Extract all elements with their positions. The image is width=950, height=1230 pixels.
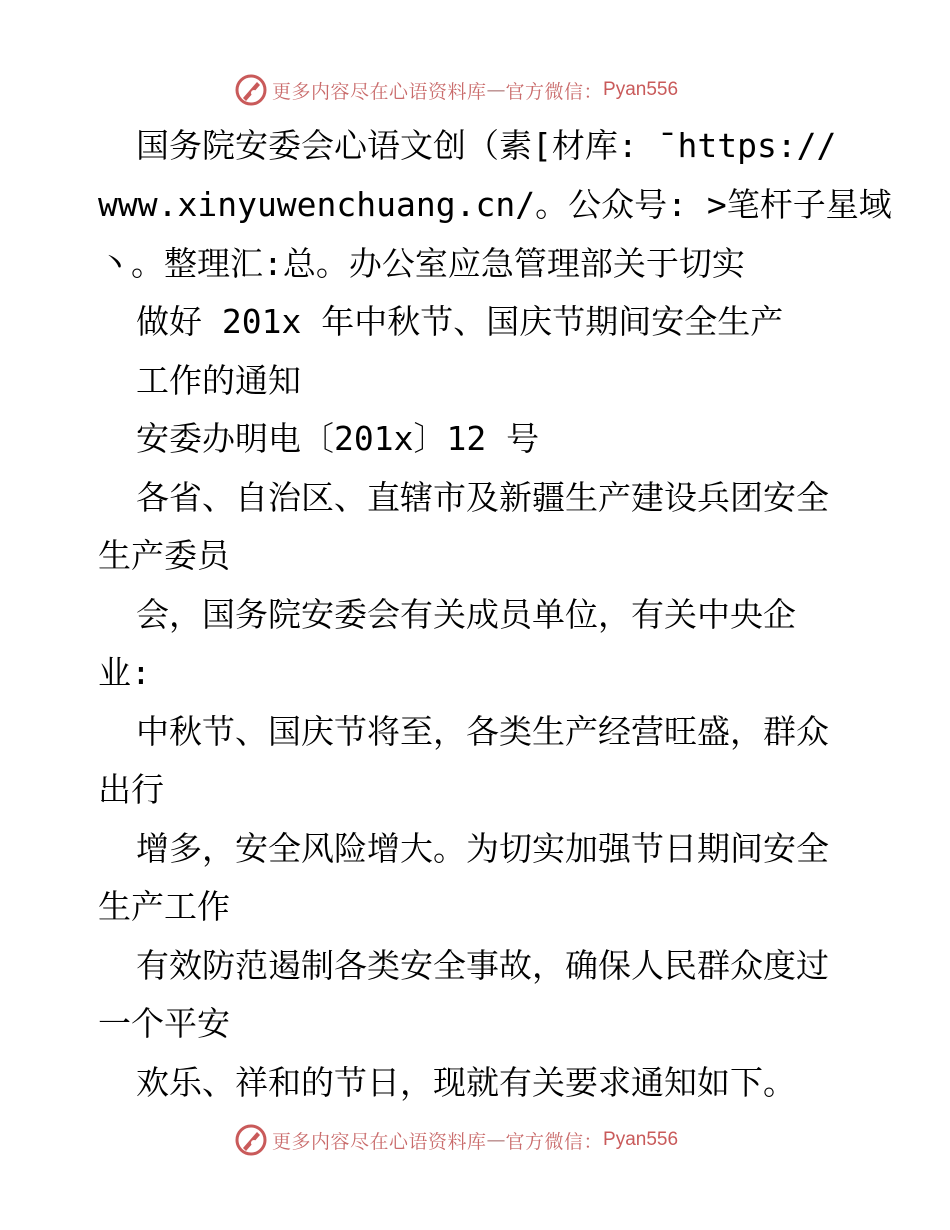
body-line: www.xinyuwenchuang.cn/。公众号: >笔杆子星域 [98, 185, 892, 224]
watermark-label: 官方微信： [505, 1130, 604, 1153]
body-line: 安委办明电〔201x〕12 号 [136, 419, 540, 458]
watermark-label: 官方微信： [505, 80, 604, 103]
body-line: 生产工作 [98, 887, 230, 926]
body-line: 做好 201x 年中秋节、国庆节期间安全生产 [136, 302, 784, 341]
body-line: 各省、自治区、直辖市及新疆生产建设兵团安全 [136, 478, 829, 517]
watermark-id: Pyan556 [603, 79, 679, 100]
pen-logo-icon [234, 73, 268, 107]
header-watermark [234, 72, 714, 108]
watermark-text: 更多内容尽在心语资料库 [272, 1130, 487, 1153]
body-line: 有效防范遏制各类安全事故，确保人民群众度过 [136, 946, 829, 985]
body-line: 工作的通知 [136, 361, 301, 400]
pen-logo-icon [234, 1123, 268, 1157]
body-line: 会，国务院安委会有关成员单位，有关中央企 [136, 595, 796, 634]
body-line: 中秋节、国庆节将至，各类生产经营旺盛，群众 [136, 712, 829, 751]
body-line: 欢乐、祥和的节日，现就有关要求通知如下。 [136, 1063, 796, 1102]
body-line: 丶。整理汇:总。办公室应急管理部关于切实 [98, 244, 745, 283]
footer-watermark [234, 1122, 714, 1158]
watermark-separator: — [486, 79, 506, 101]
watermark-separator: — [486, 1129, 506, 1151]
body-line: 国务院安委会心语文创（素[材库: ¯https:// [136, 126, 837, 165]
body-line: 增多，安全风险增大。为切实加强节日期间安全 [136, 829, 829, 868]
body-line: 生产委员 [98, 536, 230, 575]
body-line: 一个平安 [98, 1004, 230, 1043]
body-line: 业: [98, 653, 151, 692]
watermark-id: Pyan556 [603, 1129, 679, 1150]
body-line: 出行 [98, 770, 164, 809]
watermark-text: 更多内容尽在心语资料库 [272, 80, 487, 103]
